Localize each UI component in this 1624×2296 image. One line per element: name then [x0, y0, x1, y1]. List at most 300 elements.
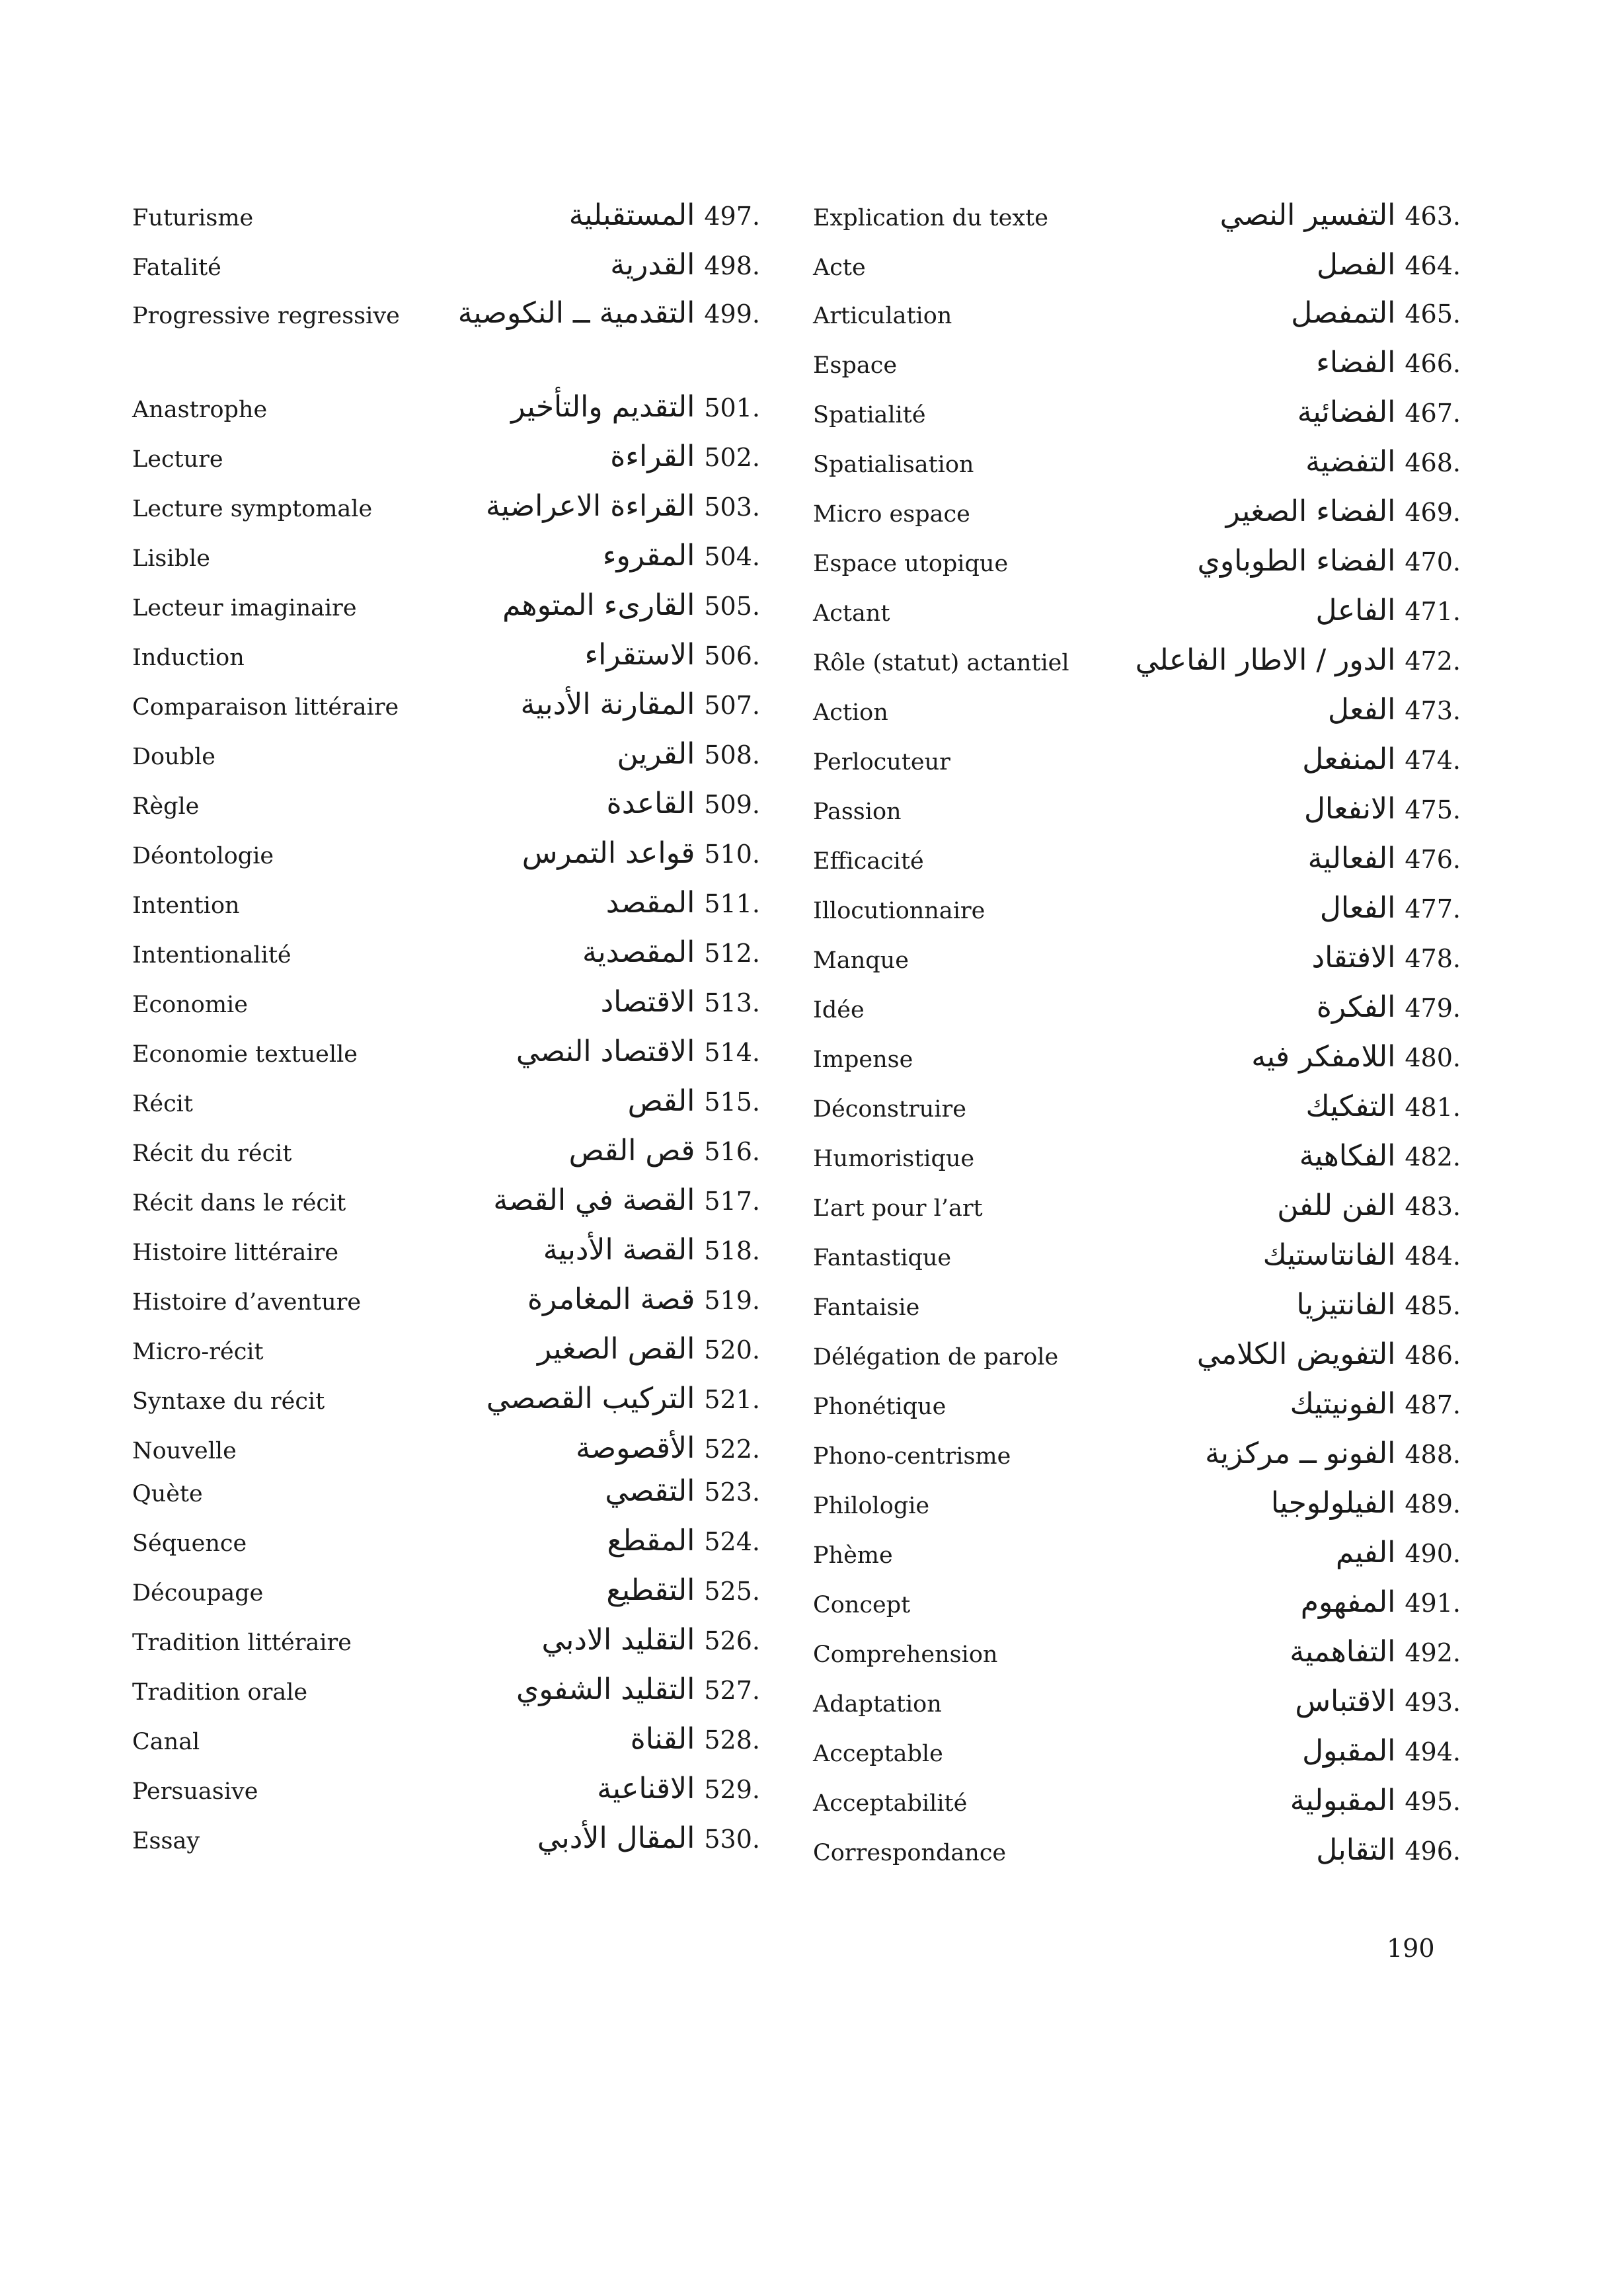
- arabic-term: الفعال: [1319, 891, 1396, 925]
- entry-number: 514: [704, 1038, 752, 1067]
- arabic-term: الاقتصاد النصي: [516, 1035, 695, 1068]
- arabic-term: القصة في القصة: [493, 1183, 695, 1217]
- entry-number: 474: [1405, 746, 1453, 775]
- french-term: Espace utopique: [813, 551, 1009, 577]
- arabic-entry: [601, 985, 760, 1019]
- arabic-entry: [1197, 544, 1461, 578]
- entry-number-group: [1405, 1833, 1461, 1867]
- entry-number: 479: [1405, 994, 1453, 1023]
- entry-number: 481: [1405, 1093, 1453, 1122]
- entry-number-group: [1405, 248, 1461, 282]
- arabic-entry: [493, 1183, 760, 1217]
- entry-number: 488: [1405, 1440, 1453, 1469]
- arabic-entry: [606, 886, 760, 920]
- entry-number: 524: [704, 1527, 752, 1556]
- entry-number-dot: .: [1452, 1539, 1461, 1568]
- entry-number-group: [1405, 1040, 1461, 1074]
- arabic-entry: [1317, 990, 1461, 1024]
- french-term: Correspondance: [813, 1840, 1007, 1866]
- french-term: Quète: [132, 1481, 203, 1507]
- french-term: Spatialité: [813, 402, 926, 428]
- arabic-entry: [516, 1035, 760, 1068]
- french-term: Lisible: [132, 545, 210, 572]
- arabic-term: المقبول: [1302, 1734, 1396, 1768]
- glossary-entry: [132, 787, 780, 834]
- glossary-entry: [132, 440, 780, 487]
- entry-number-dot: .: [752, 1626, 760, 1655]
- entry-number-group: [704, 1524, 760, 1558]
- arabic-entry: [1297, 395, 1461, 429]
- entry-number: 508: [704, 740, 752, 770]
- entry-number-group: [1405, 742, 1461, 776]
- glossary-entry: [813, 1437, 1474, 1484]
- french-term: Rôle (statut) actantiel: [813, 650, 1069, 676]
- entry-number-dot: .: [752, 691, 760, 720]
- entry-number-group: [704, 638, 760, 672]
- french-term: Comprehension: [813, 1642, 998, 1668]
- entry-number: 518: [704, 1236, 752, 1265]
- entry-number-dot: .: [752, 740, 760, 770]
- french-term: Intention: [132, 892, 240, 919]
- arabic-entry: [502, 588, 760, 622]
- arabic-term: الفضاء الطوباوي: [1197, 544, 1396, 578]
- entry-number-group: [704, 248, 760, 282]
- entry-number: 466: [1405, 349, 1453, 378]
- entry-number: 495: [1405, 1787, 1453, 1816]
- arabic-term: التمفصل: [1291, 296, 1396, 330]
- entry-number-dot: .: [752, 1577, 760, 1606]
- entry-number: 517: [704, 1187, 752, 1216]
- arabic-term: الفضاء الصغير: [1225, 495, 1396, 528]
- arabic-term: التفكيك: [1305, 1089, 1396, 1123]
- arabic-term: التفاهمية: [1290, 1635, 1396, 1669]
- glossary-entry: [132, 1134, 780, 1181]
- arabic-term: قواعد التمرس: [522, 836, 695, 870]
- glossary-entry: [132, 198, 780, 246]
- entry-number-dot: .: [752, 443, 760, 472]
- entry-number: 509: [704, 790, 752, 819]
- glossary-entry: [132, 1722, 780, 1770]
- glossary-entry: [132, 1524, 780, 1571]
- glossary-entry: [132, 248, 780, 296]
- arabic-term: الفصل: [1317, 248, 1396, 282]
- arabic-term: اللامفكر فيه: [1251, 1040, 1396, 1074]
- entry-number-group: [704, 1431, 760, 1465]
- entry-number-group: [1405, 1139, 1461, 1173]
- entry-number: 486: [1405, 1341, 1453, 1370]
- entry-number: 501: [704, 393, 752, 422]
- glossary-entry: [813, 346, 1474, 393]
- entry-number-dot: .: [752, 1335, 760, 1365]
- entry-number-group: [704, 296, 760, 330]
- entry-number-dot: .: [1452, 251, 1461, 280]
- arabic-term: القراءة الاعراضية: [485, 489, 695, 523]
- entry-number: 483: [1405, 1192, 1453, 1221]
- entry-number: 528: [704, 1725, 752, 1755]
- arabic-entry: [541, 1623, 760, 1657]
- arabic-term: الفونو ــ مركزية: [1205, 1437, 1396, 1470]
- entry-number-group: [704, 588, 760, 622]
- glossary-entry: [132, 296, 780, 344]
- glossary-entry: [132, 1673, 780, 1720]
- entry-number-group: [1405, 1189, 1461, 1222]
- glossary-entry: [813, 296, 1474, 344]
- entry-number-dot: .: [1452, 1489, 1461, 1519]
- arabic-term: القرين: [617, 737, 695, 771]
- entry-number: 478: [1405, 944, 1453, 973]
- entry-number: 465: [1405, 299, 1453, 329]
- entry-number-group: [1405, 1734, 1461, 1768]
- arabic-entry: [603, 539, 760, 573]
- glossary-entry: [132, 1821, 780, 1869]
- arabic-term: القدرية: [610, 248, 695, 282]
- entry-number-dot: .: [752, 1038, 760, 1067]
- entry-number-dot: .: [1452, 894, 1461, 924]
- arabic-term: التفويض الكلامي: [1196, 1337, 1396, 1371]
- entry-number-dot: .: [1452, 746, 1461, 775]
- glossary-entry: [813, 792, 1474, 840]
- entry-number: 512: [704, 939, 752, 968]
- arabic-entry: [628, 1084, 760, 1118]
- french-term: Adaptation: [813, 1691, 942, 1718]
- french-term: Déconstruire: [813, 1096, 966, 1123]
- arabic-entry: [1316, 346, 1461, 379]
- arabic-entry: [1271, 1486, 1461, 1520]
- arabic-entry: [1328, 693, 1461, 727]
- entry-number: 485: [1405, 1291, 1453, 1320]
- entry-number-dot: .: [752, 939, 760, 968]
- arabic-entry: [606, 1573, 760, 1607]
- french-term: Délégation de parole: [813, 1344, 1059, 1370]
- entry-number-dot: .: [752, 790, 760, 819]
- glossary-entry: [132, 1283, 780, 1330]
- french-term: Actant: [813, 600, 890, 627]
- glossary-entry: [813, 1833, 1474, 1881]
- entry-number-dot: .: [1452, 202, 1461, 231]
- arabic-entry: [1197, 1337, 1461, 1371]
- glossary-entry: [132, 1035, 780, 1082]
- arabic-entry: [486, 489, 760, 523]
- entry-number: 511: [704, 889, 752, 918]
- glossary-entry: [132, 1474, 780, 1522]
- glossary-entry: [132, 1233, 780, 1281]
- arabic-entry: [1308, 842, 1461, 875]
- arabic-term: الدور / الاطار الفاعلي: [1135, 643, 1396, 677]
- entry-number: 499: [704, 299, 752, 329]
- french-term: Manque: [813, 947, 909, 974]
- french-term: Fantaisie: [813, 1294, 920, 1321]
- french-term: Syntaxe du récit: [132, 1388, 325, 1415]
- entry-number-group: [704, 1821, 760, 1855]
- glossary-entry: [132, 539, 780, 586]
- arabic-term: الاقتباس: [1295, 1684, 1396, 1718]
- french-term: Règle: [132, 793, 200, 820]
- entry-number: 469: [1405, 498, 1453, 527]
- entry-number: 468: [1405, 448, 1453, 477]
- entry-number-dot: .: [752, 889, 760, 918]
- entry-number: 527: [704, 1676, 752, 1705]
- glossary-entry: [813, 1238, 1474, 1286]
- arabic-term: القارىء المتوهم: [502, 588, 695, 622]
- french-term: Spatialisation: [813, 452, 974, 478]
- entry-number: 521: [704, 1385, 752, 1414]
- arabic-term: الفعل: [1327, 693, 1396, 727]
- entry-number-dot: .: [1452, 448, 1461, 477]
- french-term: Micro-récit: [132, 1339, 264, 1365]
- glossary-entry: [813, 1784, 1474, 1831]
- glossary-entry: [132, 737, 780, 785]
- arabic-term: المنفعل: [1302, 742, 1396, 776]
- entry-number-group: [704, 836, 760, 870]
- french-term: Anastrophe: [132, 397, 268, 423]
- arabic-entry: [1316, 594, 1461, 627]
- arabic-entry: [576, 1431, 760, 1465]
- entry-number-dot: .: [1452, 349, 1461, 378]
- french-term: Efficacité: [813, 848, 924, 875]
- french-term: Progressive regressive: [132, 303, 400, 329]
- entry-number-group: [1405, 1089, 1461, 1123]
- arabic-term: الفونيتيك: [1290, 1387, 1396, 1421]
- arabic-term: الفاعل: [1315, 594, 1396, 627]
- arabic-term: التفسير النصي: [1219, 198, 1396, 232]
- entry-number-dot: .: [752, 299, 760, 329]
- entry-number-group: [704, 1623, 760, 1657]
- arabic-entry: [522, 836, 760, 870]
- entry-number-dot: .: [752, 493, 760, 522]
- arabic-term: الافتقاد: [1311, 941, 1396, 974]
- arabic-entry: [1295, 1684, 1461, 1718]
- entry-number: 482: [1405, 1142, 1453, 1171]
- entry-number: 505: [704, 592, 752, 621]
- glossary-entry: [813, 1486, 1474, 1534]
- arabic-entry: [1251, 1040, 1461, 1074]
- glossary-entry: [813, 544, 1474, 592]
- arabic-entry: [1301, 1585, 1461, 1619]
- french-term: Récit: [132, 1091, 193, 1117]
- glossary-entry: [813, 891, 1474, 939]
- arabic-entry: [1320, 891, 1461, 925]
- arabic-entry: [1311, 941, 1461, 974]
- entry-number-group: [704, 1673, 760, 1706]
- arabic-term: المقارنة الأدبية: [520, 688, 695, 721]
- french-term: Futurisme: [132, 205, 254, 231]
- entry-number-dot: .: [1452, 696, 1461, 725]
- arabic-entry: [1305, 445, 1461, 479]
- arabic-entry: [582, 935, 760, 969]
- french-term: Idée: [813, 997, 865, 1023]
- glossary-entry: [813, 941, 1474, 988]
- arabic-entry: [521, 688, 760, 721]
- french-term: Lecture: [132, 446, 223, 473]
- entry-number-group: [704, 1382, 760, 1415]
- glossary-entry: [813, 1288, 1474, 1335]
- arabic-entry: [1290, 1387, 1461, 1421]
- glossary-entry: [813, 495, 1474, 542]
- arabic-term: التقليد الادبي: [541, 1623, 695, 1657]
- french-term: Acceptable: [813, 1741, 943, 1767]
- arabic-entry: [516, 1673, 760, 1706]
- entry-number: 480: [1405, 1043, 1453, 1072]
- entry-number: 489: [1405, 1489, 1453, 1519]
- entry-number-group: [1405, 1337, 1461, 1371]
- entry-number-dot: .: [752, 1088, 760, 1117]
- entry-number: 507: [704, 691, 752, 720]
- entry-number: 492: [1405, 1638, 1453, 1667]
- entry-number-group: [1405, 990, 1461, 1024]
- arabic-term: المقصدية: [582, 935, 695, 969]
- entry-number: 470: [1405, 547, 1453, 576]
- entry-number-dot: .: [1452, 498, 1461, 527]
- arabic-term: قصة المغامرة: [527, 1283, 695, 1316]
- entry-number-group: [704, 1084, 760, 1118]
- arabic-entry: [1336, 1536, 1461, 1569]
- french-term: Nouvelle: [132, 1438, 237, 1464]
- arabic-term: المقبولية: [1290, 1784, 1396, 1817]
- arabic-entry: [610, 248, 760, 282]
- entry-number-group: [1405, 1486, 1461, 1520]
- entry-number-group: [1405, 1288, 1461, 1322]
- glossary-entry: [813, 445, 1474, 493]
- entry-number-group: [704, 1573, 760, 1607]
- arabic-term: قص القص: [568, 1134, 695, 1168]
- arabic-term: الفكاهية: [1299, 1139, 1396, 1173]
- entry-number-group: [1405, 346, 1461, 379]
- arabic-term: التقدمية ــ النكوصية: [457, 296, 695, 330]
- entry-number-dot: .: [1452, 647, 1461, 676]
- arabic-entry: [1302, 1734, 1461, 1768]
- glossary-entry: [813, 1089, 1474, 1137]
- arabic-entry: [1317, 248, 1461, 282]
- entry-number-dot: .: [1452, 1787, 1461, 1816]
- entry-number: 520: [704, 1335, 752, 1365]
- french-term: Passion: [813, 799, 902, 825]
- french-term: Induction: [132, 645, 245, 671]
- glossary-entry: [813, 1337, 1474, 1385]
- french-term: Récit du récit: [132, 1140, 292, 1167]
- entry-number-dot: .: [752, 988, 760, 1017]
- entry-number-dot: .: [752, 1676, 760, 1705]
- entry-number-group: [1405, 941, 1461, 974]
- arabic-term: التقابل: [1316, 1833, 1396, 1867]
- entry-number: 467: [1405, 399, 1453, 428]
- arabic-term: التقطيع: [606, 1573, 695, 1607]
- glossary-entry: [813, 990, 1474, 1038]
- glossary-entry: [132, 688, 780, 735]
- glossary-entry: [813, 1585, 1474, 1633]
- entry-number: 463: [1405, 202, 1453, 231]
- entry-number-dot: .: [1452, 597, 1461, 626]
- entry-number: 504: [704, 542, 752, 571]
- french-term: Action: [813, 699, 888, 726]
- entry-number-group: [704, 390, 760, 424]
- entry-number: 516: [704, 1137, 752, 1166]
- entry-number-group: [1405, 445, 1461, 479]
- entry-number-group: [704, 985, 760, 1019]
- glossary-entry: [813, 1040, 1474, 1088]
- french-term: Philologie: [813, 1493, 930, 1519]
- french-term: Tradition littéraire: [132, 1630, 352, 1656]
- entry-number: 515: [704, 1088, 752, 1117]
- entry-number-group: [704, 935, 760, 969]
- entry-number-dot: .: [1452, 1390, 1461, 1419]
- arabic-term: الأقصوصة: [576, 1431, 695, 1465]
- arabic-term: القاعدة: [606, 787, 695, 820]
- entry-number-dot: .: [752, 592, 760, 621]
- entry-number: 497: [704, 202, 752, 231]
- arabic-term: الفعالية: [1307, 842, 1396, 875]
- glossary-entry: [132, 935, 780, 983]
- entry-number-dot: .: [752, 393, 760, 422]
- glossary-entry: [132, 1573, 780, 1621]
- arabic-entry: [537, 1332, 760, 1366]
- entry-number: 502: [704, 443, 752, 472]
- entry-number-dot: .: [1452, 1341, 1461, 1370]
- entry-number-group: [1405, 693, 1461, 727]
- entry-number: 494: [1405, 1737, 1453, 1766]
- entry-number-group: [1405, 1684, 1461, 1718]
- entry-number: 510: [704, 840, 752, 869]
- entry-number: 484: [1405, 1242, 1453, 1271]
- glossary-entry: [813, 643, 1474, 691]
- glossary-entry: [132, 1431, 780, 1479]
- entry-number-dot: .: [1452, 845, 1461, 874]
- entry-number-dot: .: [752, 202, 760, 231]
- arabic-entry: [1205, 1437, 1461, 1470]
- arabic-entry: [1290, 1635, 1461, 1669]
- french-term: Intentionalité: [132, 942, 291, 969]
- entry-number-dot: .: [1452, 1688, 1461, 1717]
- glossary-entry: [813, 1536, 1474, 1583]
- glossary-entry: [132, 390, 780, 438]
- entry-number-dot: .: [1452, 399, 1461, 428]
- entry-number-group: [704, 198, 760, 232]
- french-term: Persuasive: [132, 1778, 258, 1805]
- entry-number-dot: .: [752, 1236, 760, 1265]
- french-term: Récit dans le récit: [132, 1190, 346, 1216]
- arabic-term: التفضية: [1305, 445, 1396, 479]
- entry-number-group: [1405, 842, 1461, 875]
- arabic-entry: [607, 787, 760, 820]
- arabic-entry: [1136, 643, 1461, 677]
- glossary-entry: [813, 1635, 1474, 1682]
- entry-number-group: [704, 1183, 760, 1217]
- arabic-entry: [527, 1283, 760, 1316]
- entry-number: 491: [1405, 1589, 1453, 1618]
- arabic-term: المقطع: [607, 1524, 695, 1558]
- entry-number-dot: .: [1452, 547, 1461, 576]
- arabic-term: القصة الأدبية: [543, 1233, 695, 1267]
- arabic-term: التقديم والتأخير: [511, 390, 695, 424]
- french-term: Phème: [813, 1542, 893, 1569]
- entry-number: 496: [1405, 1837, 1453, 1866]
- entry-number-group: [1405, 1238, 1461, 1272]
- glossary-entry: [132, 638, 780, 686]
- glossary-entry: [813, 742, 1474, 790]
- french-term: Découpage: [132, 1580, 264, 1606]
- glossary-entry: [132, 1183, 780, 1231]
- entry-number-group: [1405, 1387, 1461, 1421]
- french-term: Phono-centrisme: [813, 1443, 1011, 1470]
- french-term: Déontologie: [132, 843, 274, 869]
- arabic-term: الفانتاستيك: [1262, 1238, 1396, 1272]
- entry-number: 487: [1405, 1390, 1453, 1419]
- glossary-entry: [132, 886, 780, 933]
- french-term: Acceptabilité: [813, 1790, 968, 1817]
- entry-number-group: [1405, 495, 1461, 528]
- arabic-term: القص الصغير: [537, 1332, 695, 1366]
- entry-number-group: [1405, 643, 1461, 677]
- glossary-entry: [132, 489, 780, 537]
